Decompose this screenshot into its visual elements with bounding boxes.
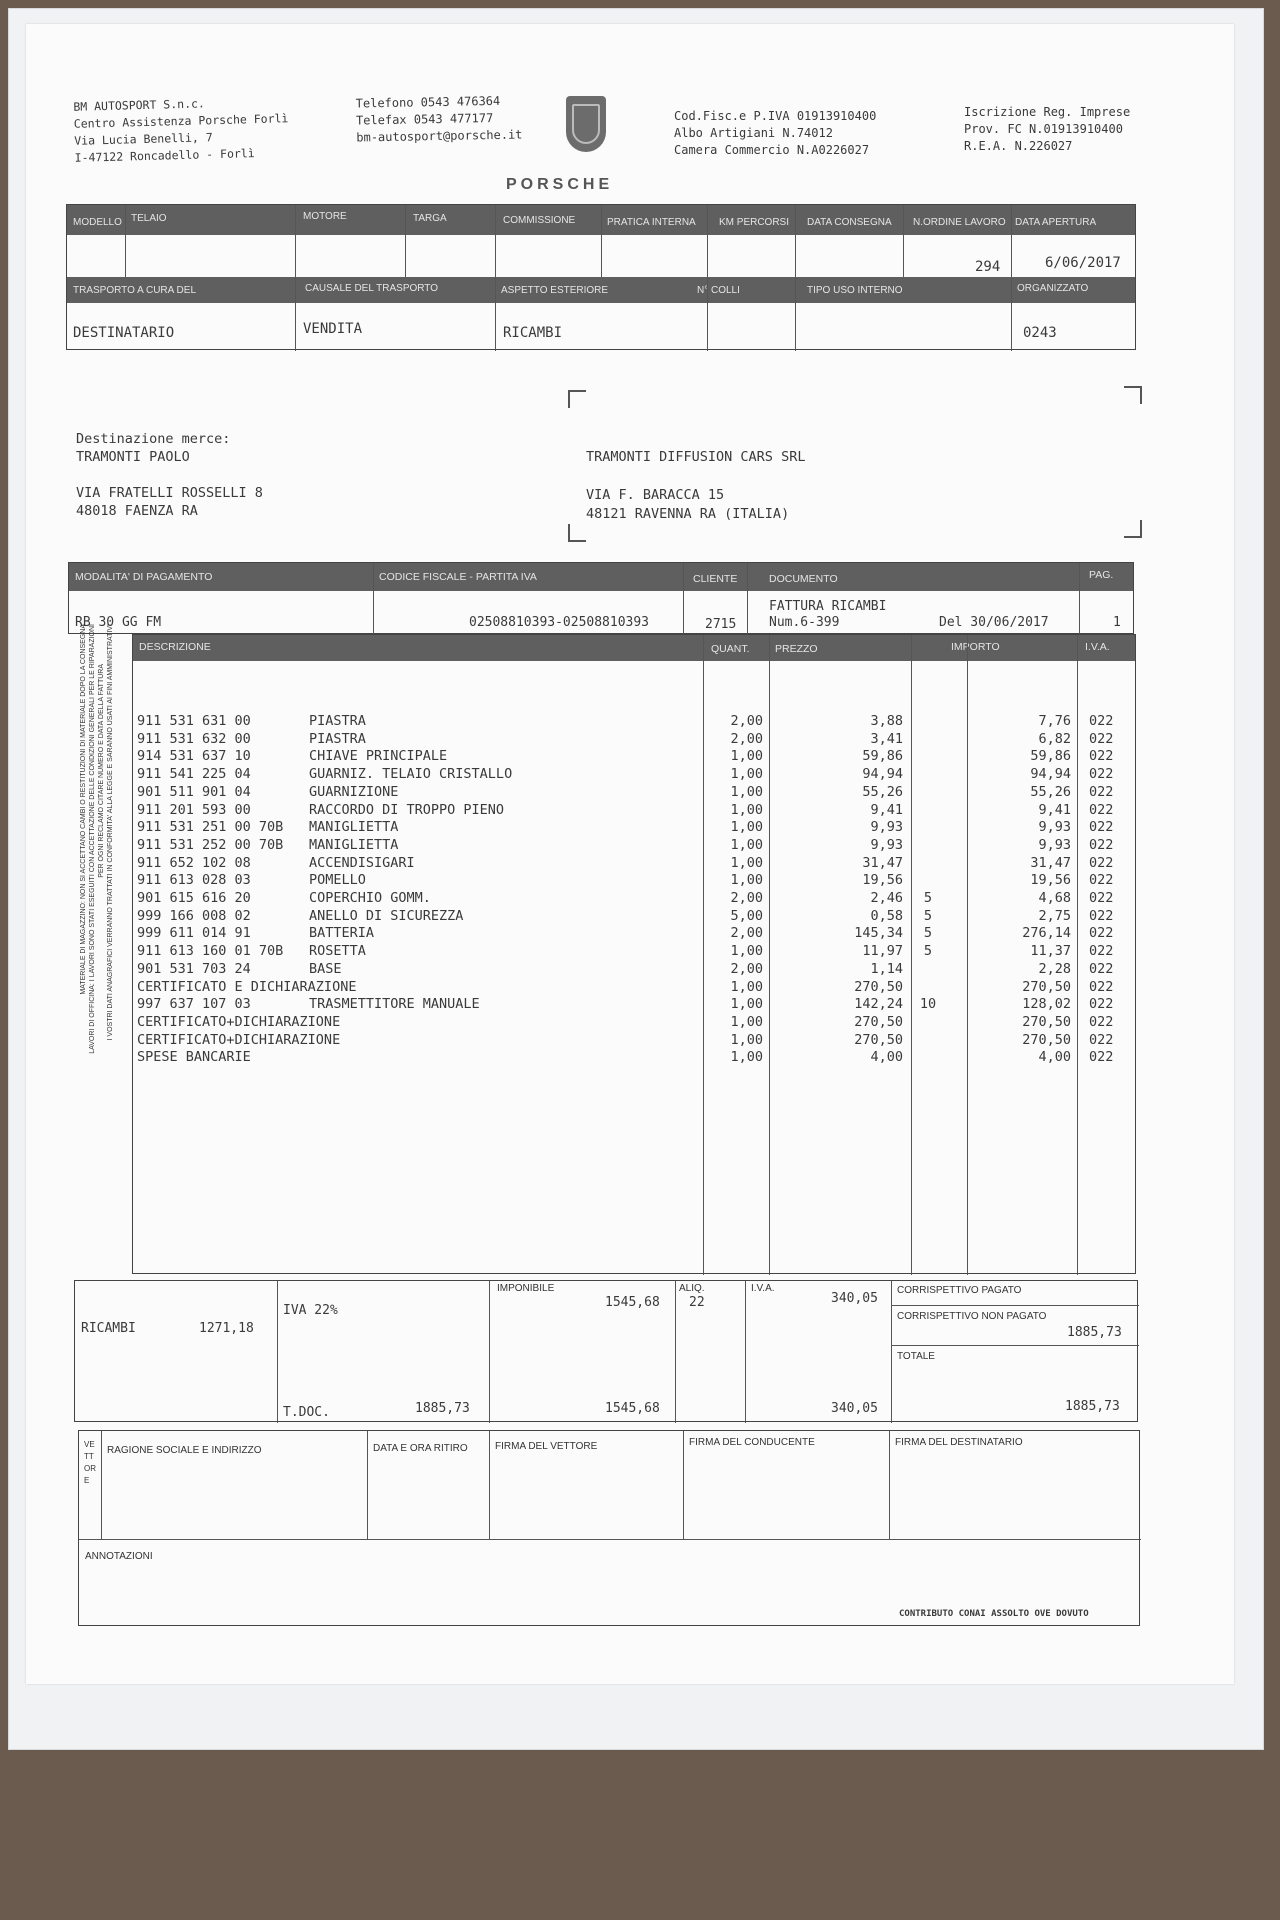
doc-date: Del 30/06/2017 <box>939 615 1049 630</box>
item-quantity: 1,00 <box>730 801 763 818</box>
recipient-name: TRAMONTI DIFFUSION CARS SRL <box>586 449 806 465</box>
item-amount: 270,50 <box>1022 1013 1071 1030</box>
label-consegna: DATA CONSEGNA <box>807 217 892 228</box>
item-amount: 270,50 <box>1022 978 1071 995</box>
item-description: GUARNIZ. TELAIO CRISTALLO <box>309 766 513 783</box>
destination-city: 48018 FAENZA RA <box>76 503 198 519</box>
item-description: COPERCHIO GOMM. <box>309 890 431 906</box>
item-price: 9,93 <box>870 819 903 836</box>
item-discount: 10 <box>919 996 937 1013</box>
item-code: 901 531 703 24 <box>137 960 251 977</box>
item-amount: 270,50 <box>1022 1031 1071 1048</box>
item-amount: 6,82 <box>1038 730 1071 747</box>
label-iva: I.V.A. <box>1085 641 1110 653</box>
iva-column-label: I.V.A. <box>751 1283 775 1294</box>
item-quantity: 1,00 <box>730 1013 763 1030</box>
recipient-street: VIA F. BARACCA 15 <box>586 487 725 503</box>
table-row <box>133 996 1135 1014</box>
tdoc-value: 1885,73 <box>415 1401 470 1416</box>
table-row <box>133 925 1135 943</box>
item-amount: 9,41 <box>1038 801 1071 818</box>
ricambi-value: 1271,18 <box>199 1321 254 1336</box>
table-row <box>133 1014 1135 1032</box>
item-price: 59,86 <box>862 748 903 765</box>
table-row <box>133 1049 1135 1067</box>
doc-type: FATTURA RICAMBI <box>769 599 887 614</box>
brand-wordmark: PORSCHE <box>506 176 614 193</box>
item-price: 3,41 <box>870 730 903 747</box>
item-amount: 9,93 <box>1038 836 1071 853</box>
item-price: 145,34 <box>854 925 903 942</box>
item-amount: 2,28 <box>1038 960 1071 977</box>
label-quant: QUANT. <box>711 643 750 655</box>
item-description: BASE <box>309 960 342 977</box>
side-note-2: LAVORI DI OFFICINA: I LAVORI SONO STATI ESEGUITI CON ACCETTAZIONE DELLE CONDIZIONI GENERALI PER LE RIPARAZIONI <box>89 624 96 1054</box>
item-amount: 4,68 <box>1038 890 1071 906</box>
item-description: SPESE BANCARIE <box>137 1049 251 1066</box>
iva-total: 340,05 <box>831 1401 878 1416</box>
ragione-sociale-label: RAGIONE SOCIALE E INDIRIZZO <box>107 1445 262 1456</box>
doc-number: Num.6-399 <box>769 615 840 630</box>
item-price: 3,88 <box>870 713 903 729</box>
window-corner <box>568 390 586 408</box>
firma-destinatario-label: FIRMA DEL DESTINATARIO <box>895 1437 1023 1448</box>
label-documento: DOCUMENTO <box>769 573 838 585</box>
item-description: CERTIFICATO+DICHIARAZIONE <box>137 1013 341 1030</box>
item-quantity: 2,00 <box>730 713 763 729</box>
item-quantity: 1,00 <box>730 766 763 783</box>
item-price: 270,50 <box>854 978 903 995</box>
item-vat: 022 <box>1089 819 1114 836</box>
codice-value: 02508810393-02508810393 <box>469 615 650 630</box>
label-prezzo: PREZZO <box>775 643 818 655</box>
non-pagato-label: CORRISPETTIVO NON PAGATO <box>897 1311 1047 1322</box>
item-description: BATTERIA <box>309 925 375 942</box>
item-amount: 4,00 <box>1038 1049 1071 1066</box>
item-code: 911 531 632 00 <box>137 730 251 747</box>
item-description: MANIGLIETTA <box>309 836 399 853</box>
totals-box <box>74 1280 1138 1422</box>
aspetto-value: RICAMBI <box>503 325 563 341</box>
item-description: ROSETTA <box>309 943 366 960</box>
item-vat: 022 <box>1089 1013 1114 1030</box>
item-description: CERTIFICATO E DICHIARAZIONE <box>137 978 357 995</box>
label-tipo: TIPO USO INTERNO <box>807 285 903 296</box>
item-code: 911 201 593 00 <box>137 801 251 818</box>
iva-value: 340,05 <box>831 1291 878 1306</box>
item-amount: 128,02 <box>1022 996 1071 1013</box>
imponibile-value: 1545,68 <box>605 1295 660 1310</box>
label-ordine: N.ORDINE LAVORO <box>913 217 1006 228</box>
imponibile-total: 1545,68 <box>605 1401 660 1416</box>
table-row <box>133 713 1135 731</box>
label-pag: PAG. <box>1089 569 1114 581</box>
email: bm-autosport@porsche.it <box>356 127 523 145</box>
apertura-value: 6/06/2017 <box>1045 255 1121 271</box>
company-block <box>73 93 289 167</box>
annotazioni-label: ANNOTAZIONI <box>85 1551 153 1562</box>
porsche-crest-icon <box>566 96 606 152</box>
item-price: 270,50 <box>854 1031 903 1048</box>
table-row <box>133 979 1135 997</box>
item-code: 901 511 901 04 <box>137 783 251 800</box>
window-corner <box>1124 386 1142 404</box>
destination-street: VIA FRATELLI ROSSELLI 8 <box>76 485 263 501</box>
item-quantity: 1,00 <box>730 978 763 995</box>
item-price: 94,94 <box>862 766 903 783</box>
item-description: ANELLO DI SICUREZZA <box>309 907 464 924</box>
imponibile-label: IMPONIBILE <box>497 1283 555 1294</box>
registry-rea: R.E.A. N.226027 <box>964 139 1073 153</box>
totale-value: 1885,73 <box>1065 1399 1120 1414</box>
recipient-city: 48121 RAVENNA RA (ITALIA) <box>586 506 790 522</box>
causale-value: VENDITA <box>303 321 363 337</box>
item-amount: 2,75 <box>1038 907 1071 924</box>
item-code: 911 652 102 08 <box>137 854 251 871</box>
aliq-label: ALIQ. <box>679 1283 705 1294</box>
destination-label: Destinazione merce: <box>76 431 231 447</box>
window-corner <box>1124 520 1142 538</box>
label-commissione: COMMISSIONE <box>503 215 576 226</box>
label-targa: TARGA <box>413 213 447 224</box>
ordine-value: 294 <box>975 259 1001 275</box>
registry-block <box>964 104 1130 155</box>
item-description: RACCORDO DI TROPPO PIENO <box>309 801 505 818</box>
non-pagato-value: 1885,73 <box>1067 1325 1122 1340</box>
label-colli: N° COLLI <box>697 285 740 296</box>
side-conditions-note <box>80 624 120 1104</box>
label-aspetto: ASPETTO ESTERIORE <box>501 285 609 296</box>
item-price: 9,93 <box>870 836 903 853</box>
item-price: 19,56 <box>862 872 903 889</box>
aliq-value: 22 <box>689 1295 705 1310</box>
company-line2: Centro Assistenza Porsche Forlì <box>73 111 289 131</box>
registry-title: Iscrizione Reg. Imprese <box>964 105 1131 119</box>
item-quantity: 5,00 <box>730 907 763 924</box>
label-modalita: MODALITA' DI PAGAMENTO <box>75 571 213 583</box>
vehicle-transport-box <box>66 204 1136 350</box>
item-description: MANIGLIETTA <box>309 819 399 836</box>
item-quantity: 1,00 <box>730 836 763 853</box>
item-quantity: 1,00 <box>730 943 763 960</box>
item-code: 914 531 637 10 <box>137 748 251 765</box>
item-description: PIASTRA <box>309 730 366 747</box>
item-vat: 022 <box>1089 748 1114 765</box>
invoice-page <box>26 24 1234 1684</box>
ricambi-label: RICAMBI <box>81 1321 136 1336</box>
table-row <box>133 855 1135 873</box>
table-row <box>133 890 1135 908</box>
item-vat: 022 <box>1089 996 1114 1013</box>
table-row <box>133 943 1135 961</box>
item-code: 999 611 014 91 <box>137 925 251 942</box>
label-organizzato: ORGANIZZATO <box>1017 283 1089 294</box>
item-vat: 022 <box>1089 907 1114 924</box>
item-description: POMELLO <box>309 872 366 889</box>
tdoc-label: T.DOC. <box>283 1405 330 1420</box>
company-city: I-47122 Roncadello - Forlì <box>74 146 255 165</box>
recipient-block <box>586 448 805 524</box>
item-quantity: 2,00 <box>730 960 763 977</box>
phone: Telefono 0543 476364 <box>355 93 501 111</box>
item-description: CHIAVE PRINCIPALE <box>309 748 448 765</box>
carrier-box <box>78 1430 1140 1626</box>
item-vat: 022 <box>1089 1049 1114 1066</box>
conai-note: CONTRIBUTO CONAI ASSOLTO OVE DOVUTO <box>899 1609 1089 1619</box>
item-code: 997 637 107 03 <box>137 996 251 1013</box>
item-vat: 022 <box>1089 730 1114 747</box>
item-discount: 5 <box>923 925 933 942</box>
table-row <box>133 766 1135 784</box>
pag-value: 1 <box>1113 615 1121 630</box>
trasporto-value: DESTINATARIO <box>73 325 175 341</box>
item-quantity: 1,00 <box>730 1031 763 1048</box>
item-price: 9,41 <box>870 801 903 818</box>
item-quantity: 1,00 <box>730 819 763 836</box>
label-pratica: PRATICA INTERNA <box>607 217 696 228</box>
item-discount: 5 <box>923 890 933 906</box>
item-vat: 022 <box>1089 960 1114 977</box>
contacts-block <box>356 93 523 147</box>
table-row <box>133 784 1135 802</box>
firma-conducente-label: FIRMA DEL CONDUCENTE <box>689 1437 815 1448</box>
items-table <box>132 634 1136 1274</box>
item-vat: 022 <box>1089 854 1114 871</box>
data-ritiro-label: DATA E ORA RITIRO <box>373 1443 468 1454</box>
payment-box <box>68 562 1134 634</box>
registry-prov: Prov. FC N.01913910400 <box>964 122 1123 136</box>
item-vat: 022 <box>1089 801 1114 818</box>
modalita-value: RB 30 GG FM <box>75 615 162 630</box>
item-quantity: 1,00 <box>730 783 763 800</box>
item-description: GUARNIZIONE <box>309 783 399 800</box>
albo-artigiani: Albo Artigiani N.74012 <box>674 126 833 140</box>
fiscal-block <box>674 108 876 159</box>
item-amount: 19,56 <box>1030 872 1071 889</box>
window-corner <box>568 524 586 542</box>
item-quantity: 2,00 <box>730 925 763 942</box>
label-codice-fiscale: CODICE FISCALE - PARTITA IVA <box>379 571 537 583</box>
item-description: PIASTRA <box>309 713 366 729</box>
item-price: 142,24 <box>854 996 903 1013</box>
item-quantity: 1,00 <box>730 748 763 765</box>
side-note-3: PER OGNI RECLAMO CITARE NUMERO E DATA DELLA FATTURA <box>98 664 105 878</box>
item-code: 999 166 008 02 <box>137 907 251 924</box>
label-apertura: DATA APERTURA <box>1015 217 1097 228</box>
table-row <box>133 1032 1135 1050</box>
table-row <box>133 802 1135 820</box>
item-quantity: 1,00 <box>730 854 763 871</box>
label-motore: MOTORE <box>303 211 347 222</box>
iva-22-label: IVA 22% <box>283 1303 338 1318</box>
organizzato-value: 0243 <box>1023 325 1057 341</box>
item-amount: 31,47 <box>1030 854 1071 871</box>
item-amount: 11,37 <box>1030 943 1071 960</box>
item-amount: 7,76 <box>1038 713 1071 729</box>
item-code: 911 613 028 03 <box>137 872 251 889</box>
side-note-4: I VOSTRI DATI ANAGRAFICI VERRANNO TRATTATI IN CONFORMITA' ALLA LEGGE E SARANNO USATI AI FINI AMMINISTRATIVI <box>107 624 114 1041</box>
item-amount: 59,86 <box>1030 748 1071 765</box>
label-trasporto: TRASPORTO A CURA DEL <box>73 285 197 296</box>
camera-commercio: Camera Commercio N.A0226027 <box>674 143 870 157</box>
firma-vettore-label: FIRMA DEL VETTORE <box>495 1441 598 1452</box>
item-amount: 55,26 <box>1030 783 1071 800</box>
item-price: 0,58 <box>870 907 903 924</box>
label-importo: IMPORTO <box>951 641 1000 653</box>
table-row <box>133 819 1135 837</box>
item-price: 2,46 <box>870 890 903 906</box>
item-vat: 022 <box>1089 890 1114 906</box>
side-note-1: MATERIALE DI MAGAZZINO: NON SI ACCETTANO CAMBI O RESTITUZIONI DI MATERIALE DOPO LA CONSEGNA <box>80 624 87 995</box>
item-quantity: 2,00 <box>730 890 763 906</box>
company-name: BM AUTOSPORT S.n.c. <box>73 96 206 114</box>
item-vat: 022 <box>1089 872 1114 889</box>
item-vat: 022 <box>1089 925 1114 942</box>
label-causale: CAUSALE DEL TRASPORTO <box>305 283 439 294</box>
item-code: 911 541 225 04 <box>137 766 251 783</box>
label-telaio: TELAIO <box>131 213 167 224</box>
item-discount: 5 <box>923 907 933 924</box>
item-description: CERTIFICATO+DICHIARAZIONE <box>137 1031 341 1048</box>
table-row <box>133 908 1135 926</box>
destination-name: TRAMONTI PAOLO <box>76 449 190 465</box>
vettore-label: VETTORE <box>84 1440 96 1485</box>
destination-block <box>76 430 263 520</box>
item-quantity: 1,00 <box>730 1049 763 1066</box>
item-description: ACCENDISIGARI <box>309 854 415 871</box>
item-price: 4,00 <box>870 1049 903 1066</box>
table-row <box>133 837 1135 855</box>
item-price: 1,14 <box>870 960 903 977</box>
item-vat: 022 <box>1089 978 1114 995</box>
item-vat: 022 <box>1089 713 1114 729</box>
company-address: Via Lucia Benelli, 7 <box>74 130 213 148</box>
label-descrizione: DESCRIZIONE <box>139 641 211 653</box>
item-discount: 5 <box>923 943 933 960</box>
fiscal-code: Cod.Fisc.e P.IVA 01913910400 <box>674 109 877 123</box>
item-amount: 9,93 <box>1038 819 1071 836</box>
item-amount: 94,94 <box>1030 766 1071 783</box>
item-quantity: 1,00 <box>730 996 763 1013</box>
item-quantity: 1,00 <box>730 872 763 889</box>
table-row <box>133 872 1135 890</box>
label-modello: MODELLO <box>73 217 122 228</box>
item-code: 901 615 616 20 <box>137 890 251 906</box>
totale-label: TOTALE <box>897 1351 935 1362</box>
pagato-label: CORRISPETTIVO PAGATO <box>897 1285 1022 1296</box>
item-code: 911 531 252 00 70B <box>137 836 284 853</box>
table-row <box>133 731 1135 749</box>
item-code: 911 531 631 00 <box>137 713 251 729</box>
fax: Telefax 0543 477177 <box>355 111 494 128</box>
cliente-value: 2715 <box>705 617 737 632</box>
item-quantity: 2,00 <box>730 730 763 747</box>
item-price: 11,97 <box>862 943 903 960</box>
label-km: KM PERCORSI <box>719 217 790 228</box>
item-vat: 022 <box>1089 836 1114 853</box>
item-code: 911 613 160 01 70B <box>137 943 284 960</box>
item-amount: 276,14 <box>1022 925 1071 942</box>
item-price: 270,50 <box>854 1013 903 1030</box>
table-row <box>133 748 1135 766</box>
item-vat: 022 <box>1089 783 1114 800</box>
item-vat: 022 <box>1089 943 1114 960</box>
label-cliente: CLIENTE <box>693 573 738 585</box>
table-row <box>133 961 1135 979</box>
item-code: 911 531 251 00 70B <box>137 819 284 836</box>
item-price: 31,47 <box>862 854 903 871</box>
item-vat: 022 <box>1089 1031 1114 1048</box>
item-price: 55,26 <box>862 783 903 800</box>
item-vat: 022 <box>1089 766 1114 783</box>
item-description: TRASMETTITORE MANUALE <box>309 996 480 1013</box>
